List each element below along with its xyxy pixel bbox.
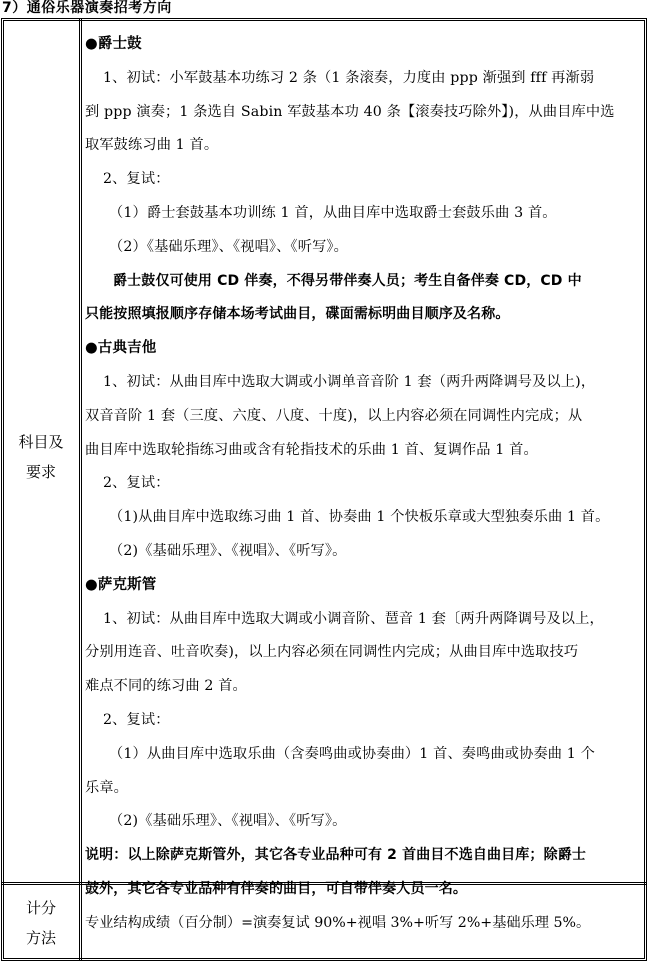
label-line: 计分 <box>25 899 56 917</box>
section-title-classical-guitar: ●古典吉他 <box>85 340 157 357</box>
text-line: 取军鼓练习曲 1 首。 <box>85 137 219 154</box>
bold-text-line: 爵士鼓仅可使用 CD 伴奏，不得另带伴奏人员；考生自备伴奏 CD，CD 中 <box>113 272 582 289</box>
section-heading: 7）通俗乐器演奏招考方向 <box>2 0 172 16</box>
text-line: 到 ppp 演奏；1 条选自 Sabin 军鼓基本功 40 条【滚奏技巧除外】)，从曲目库中选 <box>85 103 615 120</box>
scoring-method-label <box>4 893 78 953</box>
text-line: 曲目库中选取轮指练习曲或含有轮指技术的乐曲 1 首、复调作品 1 首。 <box>85 441 538 458</box>
section-title-jazz-drum: ●爵士鼓 <box>85 36 142 52</box>
text-line: （2)《基础乐理》、《视唱》、《听写》。 <box>109 813 347 830</box>
subjects-requirements-label <box>4 427 78 487</box>
text-line: （2）《基础乐理》、《视唱》、《听写》。 <box>109 238 348 255</box>
text-line: 2、复试： <box>103 475 170 492</box>
note-line: 说明：以上除萨克斯管外，其它各专业品种可有 2 首曲目不选自曲目库；除爵士 <box>85 847 587 864</box>
text-line: （1)从曲目库中选取练习曲 1 首、协奏曲 1 个快板乐章或大型独奏乐曲 1 首。 <box>109 509 610 526</box>
text-line: 难点不同的练习曲 2 首。 <box>85 678 247 695</box>
table-column-divider <box>79 18 82 961</box>
section-title-saxophone: ●萨克斯管 <box>85 576 157 593</box>
label-line: 要求 <box>25 463 56 481</box>
text-line: 1、初试：小军鼓基本功练习 2 条（1 条滚奏，力度由 ppp 渐强到 fff 再渐弱 <box>103 69 595 86</box>
requirements-content <box>85 28 643 907</box>
bold-text-line: 只能按照填报顺序存储本场考试曲目，碟面需标明曲目顺序及名称。 <box>85 306 510 323</box>
text-line: 分别用连音、吐音吹奏)，以上内容必须在同调性内完成；从曲目库中选取技巧 <box>85 644 579 661</box>
text-line: 1、初试：从曲目库中选取大调或小调音阶、琶音 1 套〔两升两降调号及以上， <box>103 610 604 627</box>
text-line: （1）爵士套鼓基本功训练 1 首，从曲目库中选取爵士套鼓乐曲 3 首。 <box>109 204 557 221</box>
text-line: （1）从曲目库中选取乐曲（含奏鸣曲或协奏曲）1 首、奏鸣曲或协奏曲 1 个 <box>109 745 595 762</box>
text-line: 2、复试： <box>103 711 170 728</box>
note-line: 鼓外，其它各专业品种有伴奏的曲目，可自带伴奏人员一名。 <box>85 880 468 897</box>
label-line: 方法 <box>25 929 56 947</box>
text-line: 乐章。 <box>85 779 129 796</box>
scoring-formula: 专业结构成绩（百分制）=演奏复试 90%+视唱 3%+听写 2%+基础乐理 5%。 <box>85 915 591 931</box>
text-line: 双音音阶 1 套（三度、六度、八度、十度)，以上内容必须在同调性内完成；从 <box>85 407 583 424</box>
label-line: 科目及 <box>18 433 64 451</box>
text-line: 2、复试： <box>103 171 170 188</box>
text-line: 1、初试：从曲目库中选取大调或小调单音音阶 1 套（两升两降调号及以上)， <box>103 373 596 390</box>
text-line: （2)《基础乐理》、《视唱》、《听写》。 <box>109 542 347 559</box>
